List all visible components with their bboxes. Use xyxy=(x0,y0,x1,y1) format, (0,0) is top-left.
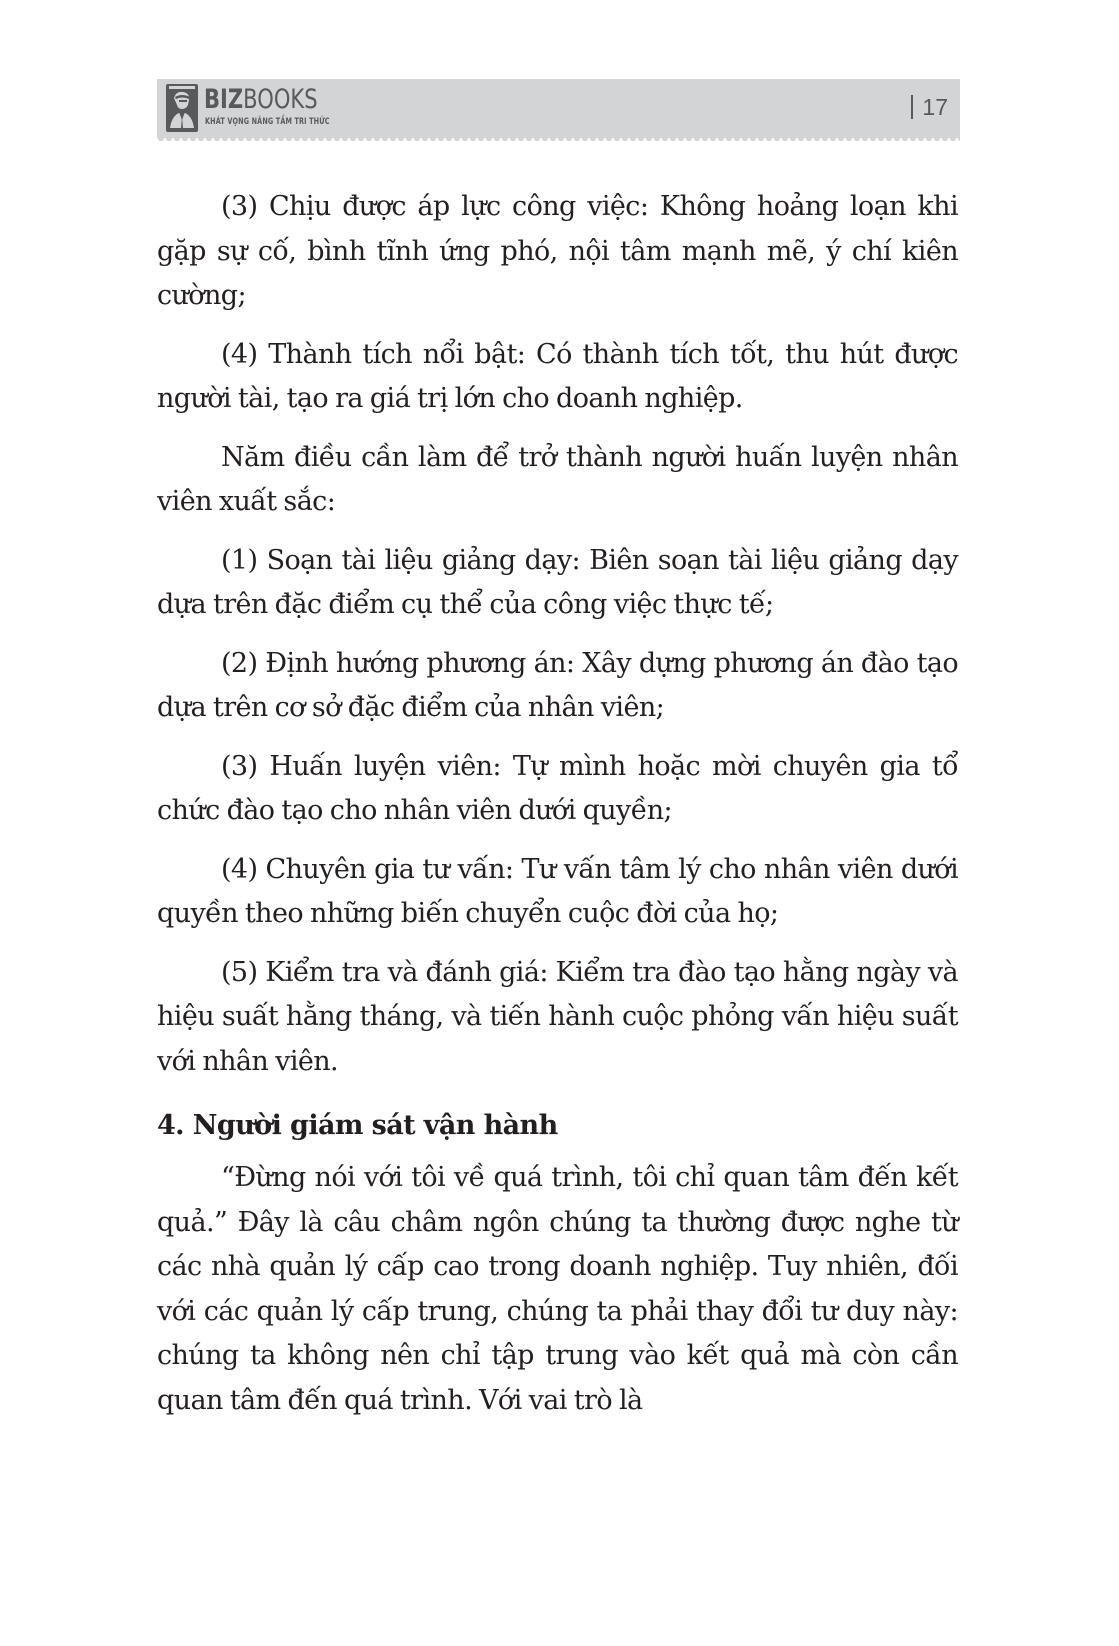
brand-bold: BIZ xyxy=(204,84,244,115)
paragraph: (3) Chịu được áp lực công việc: Không hoảng loạn khi gặp sự cố, bình tĩnh ứng phó, nội tâm mạnh mẽ, ý chí kiên cường; xyxy=(157,191,958,311)
section-heading: 4. Người giám sát vận hành xyxy=(157,1110,558,1141)
page-body xyxy=(157,185,958,1437)
paragraph: (2) Định hướng phương án: Xây dựng phương án đào tạo dựa trên cơ sở đặc điểm của nhân viên; xyxy=(157,647,958,723)
paragraph: (5) Kiểm tra và đánh giá: Kiểm tra đào tạo hằng ngày và hiệu suất hằng tháng, và tiến hành cuộc phỏng vấn hiệu suất với nhân viên. xyxy=(157,956,958,1077)
paragraph: (3) Huấn luyện viên: Tự mình hoặc mời chuyên gia tổ chức đào tạo cho nhân viên dưới quyền; xyxy=(157,750,958,826)
brand-light: BOOKS xyxy=(243,84,318,115)
paragraph: Năm điều cần làm để trở thành người huấn luyện nhân viên xuất sắc: xyxy=(157,441,958,517)
brand-tagline: KHÁT VỌNG NÂNG TẦM TRI THỨC xyxy=(205,117,330,127)
running-header xyxy=(157,79,960,138)
page-number-block xyxy=(911,93,948,121)
page-number: 17 xyxy=(922,94,948,120)
paragraph: (1) Soạn tài liệu giảng dạy: Biên soạn tài liệu giảng dạy dựa trên đặc điểm cụ thể của công việc thực tế; xyxy=(157,544,958,620)
brand-wordmark xyxy=(204,83,318,117)
page-number-separator xyxy=(911,95,913,119)
bizbooks-reader-icon xyxy=(166,84,198,132)
paragraph: (4) Thành tích nổi bật: Có thành tích tốt, thu hút được người tài, tạo ra giá trị lớn cho doanh nghiệp. xyxy=(157,338,958,414)
paragraph: “Đừng nói với tôi về quá trình, tôi chỉ quan tâm đến kết quả.” Đây là câu châm ngôn chúng ta thường được nghe từ các nhà quản lý cấp cao trong doanh nghiệp. Tuy nhiên, đối với các quản lý cấp trung, chúng ta phải thay đổi tư duy này: chúng ta không nên chỉ tập trung vào kết quả mà còn cần quan tâm đến quá trình. Với vai trò là xyxy=(157,1162,958,1416)
paragraph: (4) Chuyên gia tư vấn: Tư vấn tâm lý cho nhân viên dưới quyền theo những biến chuyển cuộc đời của họ; xyxy=(157,853,958,929)
